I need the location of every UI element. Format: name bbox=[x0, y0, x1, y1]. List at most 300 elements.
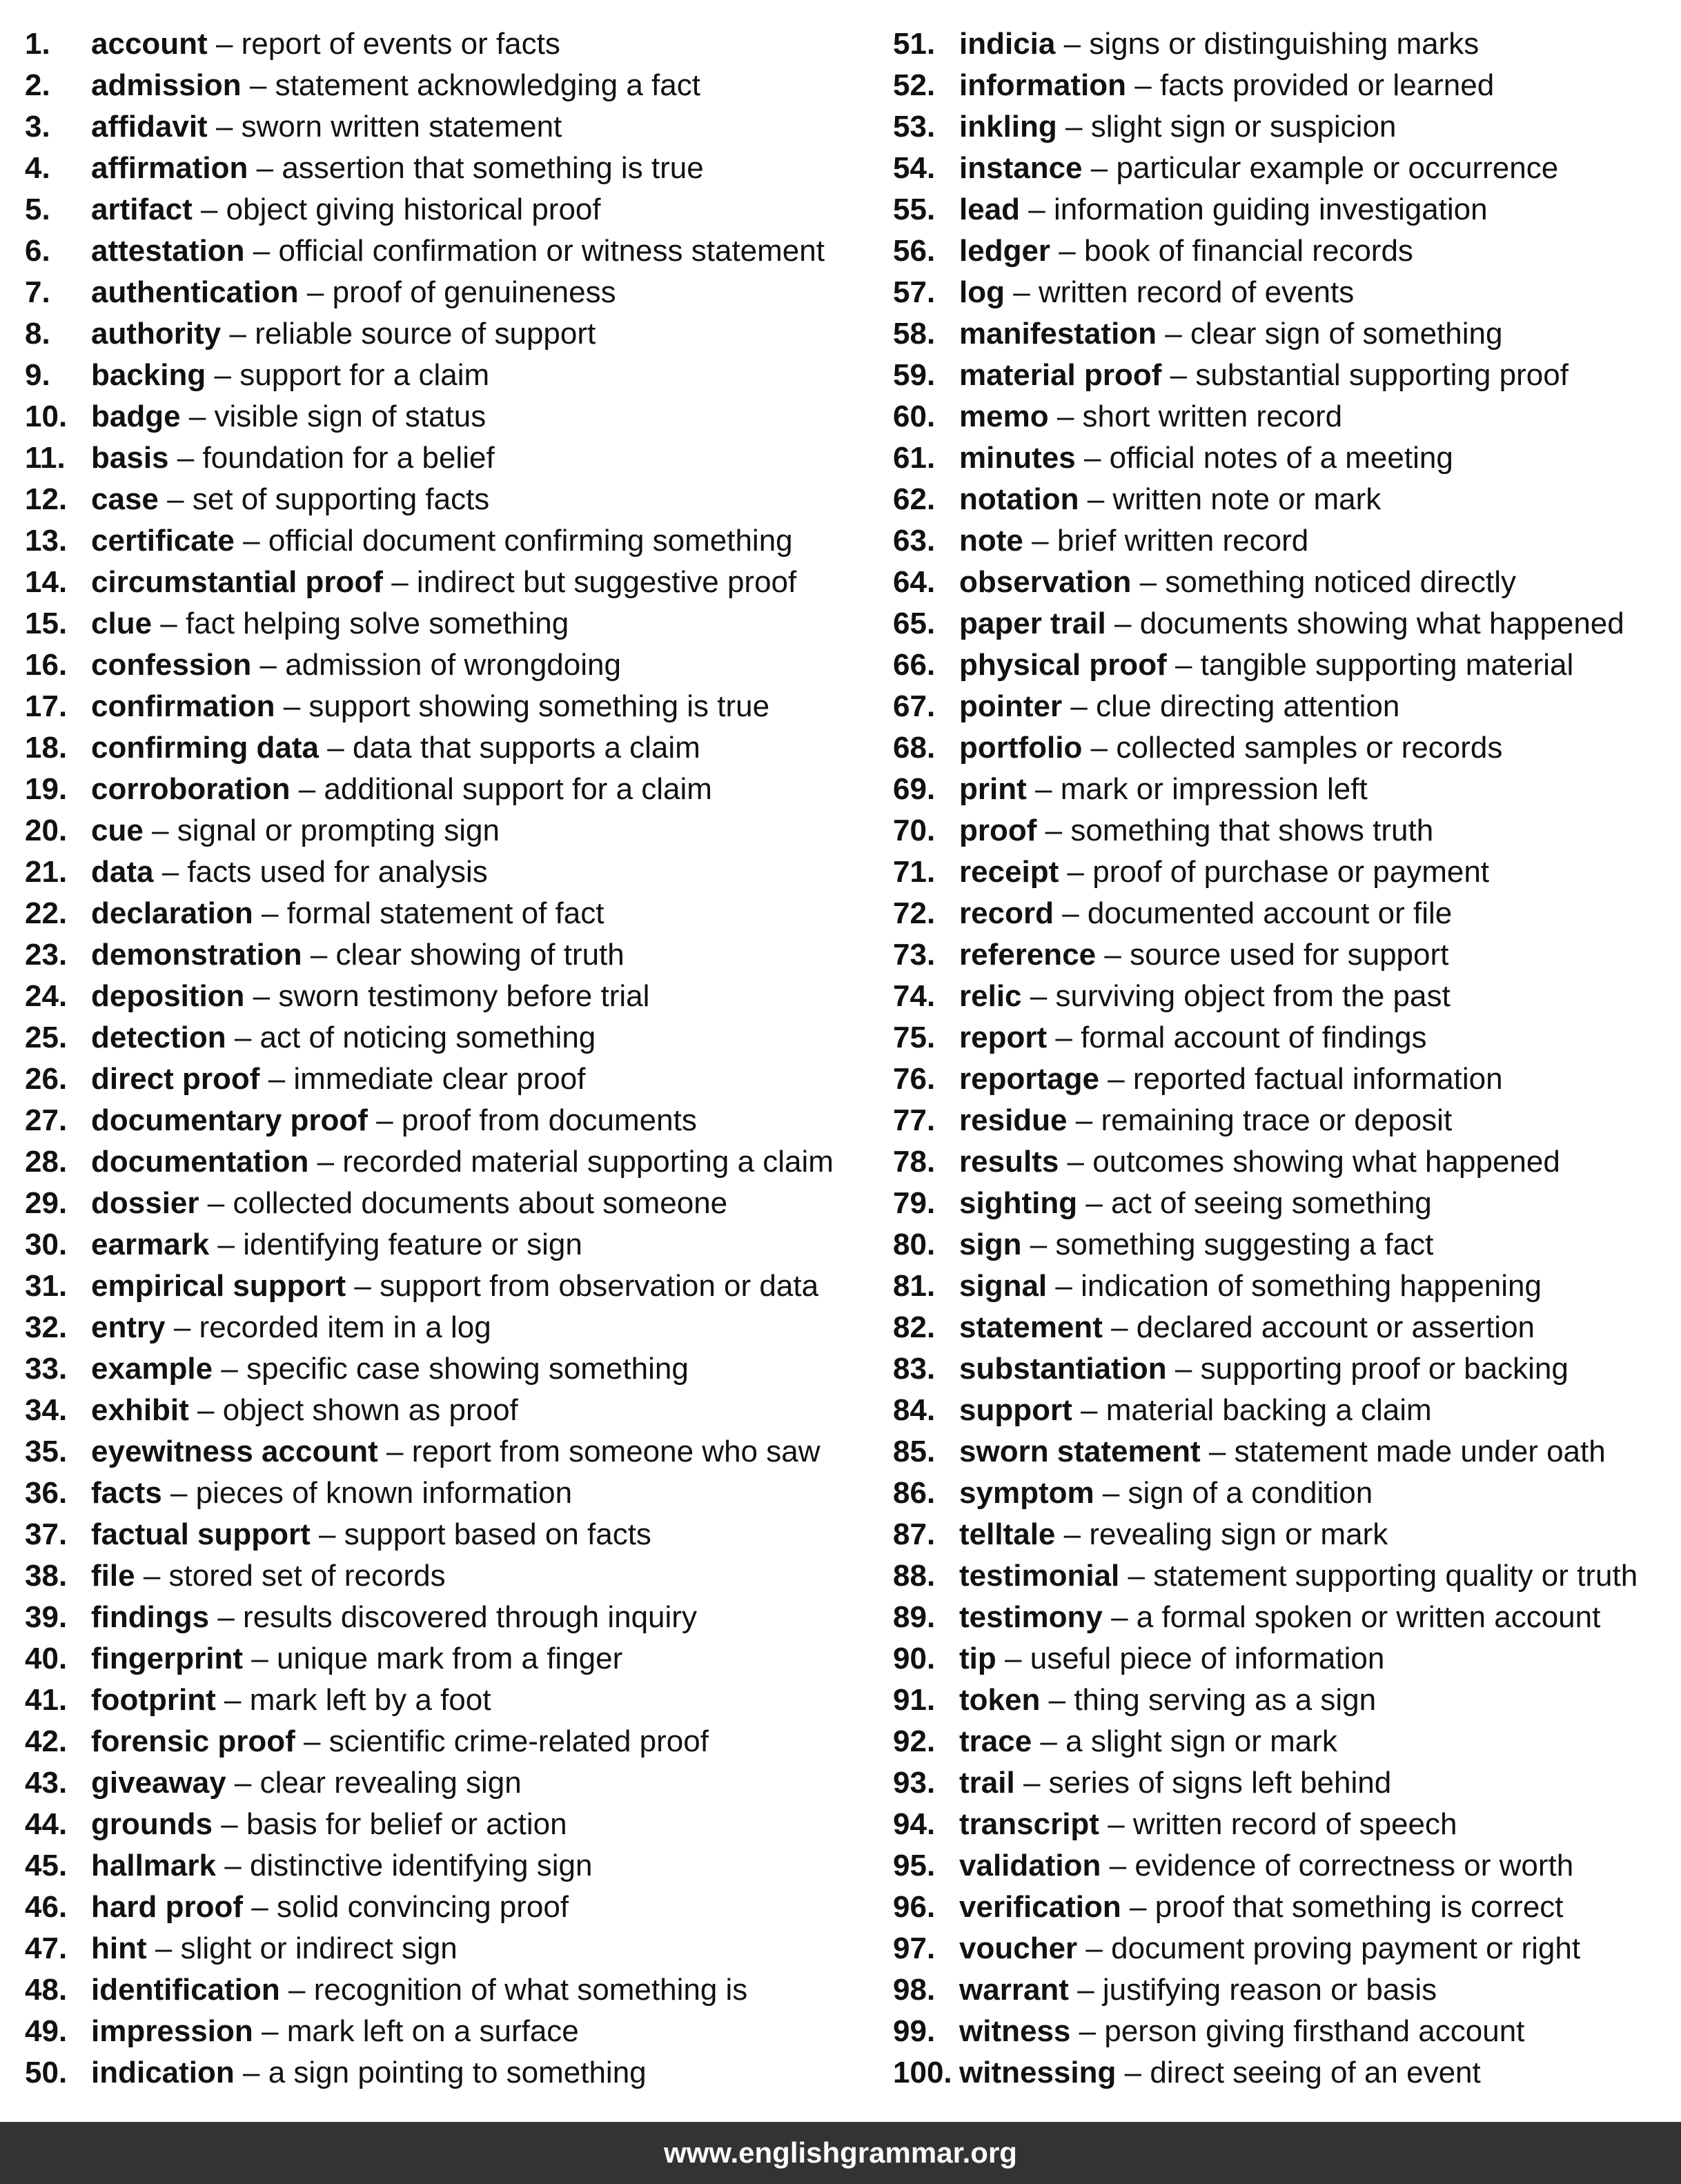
item-definition: revealing sign or mark bbox=[1089, 1517, 1388, 1551]
list-item bbox=[25, 106, 853, 148]
item-separator: – bbox=[1129, 1890, 1147, 1924]
item-term: symptom bbox=[959, 1476, 1094, 1510]
list-item bbox=[893, 1390, 1673, 1431]
item-term: data bbox=[91, 855, 154, 889]
item-definition: proof of genuineness bbox=[332, 275, 616, 309]
list-item bbox=[893, 189, 1673, 230]
item-term: minutes bbox=[959, 441, 1076, 475]
item-number: 51. bbox=[893, 27, 936, 61]
item-definition: facts used for analysis bbox=[187, 855, 488, 889]
item-separator: – bbox=[224, 1849, 242, 1882]
item-definition: substantial supporting proof bbox=[1195, 358, 1569, 392]
item-definition: particular example or occurrence bbox=[1116, 151, 1559, 185]
item-term: witness bbox=[959, 2014, 1071, 2048]
item-term: sign bbox=[959, 1228, 1022, 1261]
item-term: declaration bbox=[91, 896, 253, 930]
item-term: signal bbox=[959, 1269, 1048, 1303]
item-number: 5. bbox=[25, 193, 50, 226]
list-item bbox=[893, 2052, 1673, 2094]
item-definition: recorded item in a log bbox=[199, 1310, 491, 1344]
item-number: 52. bbox=[893, 68, 936, 102]
item-definition: outcomes showing what happened bbox=[1092, 1145, 1560, 1179]
item-separator: – bbox=[177, 441, 195, 475]
item-separator: – bbox=[215, 110, 233, 144]
item-term: testimonial bbox=[959, 1559, 1120, 1593]
item-number: 49. bbox=[25, 2014, 68, 2048]
item-term: lead bbox=[959, 193, 1021, 226]
item-number: 55. bbox=[893, 193, 936, 226]
item-separator: – bbox=[1005, 1642, 1022, 1675]
item-number: 25. bbox=[25, 1021, 68, 1054]
item-number: 26. bbox=[25, 1062, 68, 1096]
item-term: forensic proof bbox=[91, 1724, 295, 1758]
item-term: hint bbox=[91, 1931, 147, 1965]
list-item bbox=[25, 810, 853, 852]
list-item bbox=[25, 1804, 853, 1845]
item-term: documentary proof bbox=[91, 1103, 368, 1137]
list-item bbox=[25, 437, 853, 479]
item-definition: stored set of records bbox=[168, 1559, 446, 1593]
item-number: 42. bbox=[25, 1724, 68, 1758]
item-separator: – bbox=[268, 1062, 286, 1096]
item-number: 29. bbox=[25, 1186, 68, 1220]
list-item bbox=[25, 976, 853, 1017]
item-separator: – bbox=[1030, 979, 1048, 1013]
item-term: example bbox=[91, 1352, 213, 1386]
item-definition: brief written record bbox=[1056, 524, 1309, 558]
item-definition: collected samples or records bbox=[1116, 731, 1503, 765]
item-definition: clear showing of truth bbox=[335, 938, 625, 972]
item-term: memo bbox=[959, 400, 1049, 433]
list-item bbox=[25, 1721, 853, 1762]
item-separator: – bbox=[1081, 1393, 1098, 1427]
item-number: 89. bbox=[893, 1600, 936, 1634]
item-definition: assertion that something is true bbox=[282, 151, 704, 185]
item-separator: – bbox=[214, 358, 231, 392]
item-number: 35. bbox=[25, 1435, 68, 1468]
item-separator: – bbox=[1067, 855, 1085, 889]
item-number: 46. bbox=[25, 1890, 68, 1924]
item-number: 31. bbox=[25, 1269, 68, 1303]
item-number: 94. bbox=[893, 1807, 936, 1841]
item-number: 56. bbox=[893, 234, 936, 268]
footer-url[interactable]: www.englishgrammar.org bbox=[664, 2136, 1017, 2169]
item-definition: sworn testimony before trial bbox=[278, 979, 650, 1013]
item-number: 19. bbox=[25, 772, 68, 806]
item-number: 22. bbox=[25, 896, 68, 930]
item-definition: act of seeing something bbox=[1111, 1186, 1432, 1220]
item-definition: clue directing attention bbox=[1096, 689, 1400, 723]
list-item bbox=[25, 1307, 853, 1348]
item-definition: collected documents about someone bbox=[233, 1186, 728, 1220]
item-separator: – bbox=[200, 193, 218, 226]
item-definition: signal or prompting sign bbox=[177, 814, 500, 847]
item-separator: – bbox=[298, 772, 316, 806]
item-number: 50. bbox=[25, 2056, 68, 2089]
list-item bbox=[893, 810, 1673, 852]
item-separator: – bbox=[1128, 1559, 1145, 1593]
item-definition: a sign pointing to something bbox=[268, 2056, 647, 2089]
item-definition: statement made under oath bbox=[1234, 1435, 1606, 1468]
item-separator: – bbox=[229, 317, 246, 351]
list-item bbox=[25, 520, 853, 562]
item-number: 65. bbox=[893, 607, 936, 640]
item-term: report bbox=[959, 1021, 1048, 1054]
item-number: 88. bbox=[893, 1559, 936, 1593]
list-item bbox=[25, 65, 853, 106]
item-term: file bbox=[91, 1559, 135, 1593]
item-definition: information guiding investigation bbox=[1054, 193, 1488, 226]
item-separator: – bbox=[1063, 1517, 1081, 1551]
item-number: 60. bbox=[893, 400, 936, 433]
item-separator: – bbox=[327, 731, 344, 765]
item-definition: official document confirming something bbox=[268, 524, 793, 558]
item-number: 91. bbox=[893, 1683, 936, 1717]
item-definition: proof that something is correct bbox=[1154, 1890, 1564, 1924]
list-item bbox=[25, 479, 853, 520]
list-item bbox=[893, 686, 1673, 727]
list-item bbox=[25, 603, 853, 645]
item-separator: – bbox=[261, 2014, 279, 2048]
item-separator: – bbox=[1032, 524, 1049, 558]
item-separator: – bbox=[251, 1890, 268, 1924]
item-number: 97. bbox=[893, 1931, 936, 1965]
item-term: entry bbox=[91, 1310, 166, 1344]
list-item bbox=[25, 2011, 853, 2052]
item-separator: – bbox=[173, 1310, 191, 1344]
list-item bbox=[893, 1059, 1673, 1100]
list-item bbox=[25, 1224, 853, 1266]
item-number: 37. bbox=[25, 1517, 68, 1551]
item-definition: identifying feature or sign bbox=[243, 1228, 582, 1261]
item-term: artifact bbox=[91, 193, 193, 226]
item-definition: evidence of correctness or worth bbox=[1134, 1849, 1574, 1882]
item-definition: act of noticing something bbox=[259, 1021, 596, 1054]
item-term: reportage bbox=[959, 1062, 1099, 1096]
item-term: indicia bbox=[959, 27, 1056, 61]
item-term: cue bbox=[91, 814, 144, 847]
item-definition: facts provided or learned bbox=[1159, 68, 1495, 102]
item-number: 6. bbox=[25, 234, 50, 268]
item-number: 47. bbox=[25, 1931, 68, 1965]
item-term: certificate bbox=[91, 524, 235, 558]
list-item bbox=[893, 1680, 1673, 1721]
item-number: 45. bbox=[25, 1849, 68, 1882]
item-number: 11. bbox=[25, 441, 66, 475]
list-item bbox=[25, 1928, 853, 1969]
item-separator: – bbox=[1090, 151, 1108, 185]
list-item bbox=[893, 106, 1673, 148]
item-separator: – bbox=[253, 234, 271, 268]
list-item bbox=[893, 437, 1673, 479]
list-item bbox=[25, 148, 853, 189]
item-separator: – bbox=[1056, 400, 1074, 433]
item-term: statement bbox=[959, 1310, 1103, 1344]
item-definition: support showing something is true bbox=[308, 689, 770, 723]
item-term: notation bbox=[959, 482, 1079, 516]
item-separator: – bbox=[253, 979, 271, 1013]
item-number: 23. bbox=[25, 938, 68, 972]
item-definition: tangible supporting material bbox=[1200, 648, 1574, 682]
item-separator: – bbox=[1075, 1103, 1093, 1137]
item-number: 36. bbox=[25, 1476, 68, 1510]
item-definition: report from someone who saw bbox=[411, 1435, 820, 1468]
item-definition: support for a claim bbox=[239, 358, 490, 392]
item-separator: – bbox=[306, 275, 324, 309]
item-number: 75. bbox=[893, 1021, 936, 1054]
item-separator: – bbox=[386, 1435, 404, 1468]
item-number: 58. bbox=[893, 317, 936, 351]
item-term: tip bbox=[959, 1642, 996, 1675]
item-term: factual support bbox=[91, 1517, 311, 1551]
item-separator: – bbox=[1104, 938, 1121, 972]
item-term: sighting bbox=[959, 1186, 1078, 1220]
item-number: 39. bbox=[25, 1600, 68, 1634]
item-separator: – bbox=[317, 1145, 335, 1179]
item-term: instance bbox=[959, 151, 1083, 185]
item-definition: sworn written statement bbox=[241, 110, 562, 144]
item-term: footprint bbox=[91, 1683, 216, 1717]
item-term: observation bbox=[959, 565, 1132, 599]
item-separator: – bbox=[304, 1724, 321, 1758]
item-number: 14. bbox=[25, 565, 68, 599]
item-separator: – bbox=[1013, 275, 1030, 309]
list-item bbox=[893, 893, 1673, 934]
item-term: affirmation bbox=[91, 151, 248, 185]
item-term: witnessing bbox=[959, 2056, 1117, 2089]
item-separator: – bbox=[221, 1352, 238, 1386]
item-separator: – bbox=[1048, 1683, 1066, 1717]
item-definition: surviving object from the past bbox=[1055, 979, 1451, 1013]
item-definition: additional support for a claim bbox=[324, 772, 712, 806]
site-footer bbox=[0, 2122, 1681, 2184]
list-item bbox=[25, 355, 853, 396]
item-number: 32. bbox=[25, 1310, 68, 1344]
list-item bbox=[893, 562, 1673, 603]
list-item bbox=[893, 272, 1673, 313]
item-definition: support from observation or data bbox=[380, 1269, 819, 1303]
item-number: 9. bbox=[25, 358, 50, 392]
item-definition: distinctive identifying sign bbox=[249, 1849, 593, 1882]
list-item bbox=[893, 934, 1673, 976]
list-item bbox=[25, 1100, 853, 1141]
item-definition: set of supporting facts bbox=[192, 482, 490, 516]
item-separator: – bbox=[1165, 317, 1182, 351]
item-definition: official confirmation or witness statement bbox=[278, 234, 825, 268]
item-definition: documents showing what happened bbox=[1139, 607, 1624, 640]
item-number: 44. bbox=[25, 1807, 68, 1841]
list-item bbox=[893, 727, 1673, 769]
item-definition: basis for belief or action bbox=[246, 1807, 567, 1841]
item-term: hallmark bbox=[91, 1849, 216, 1882]
item-definition: documented account or file bbox=[1087, 896, 1453, 930]
item-separator: – bbox=[319, 1517, 336, 1551]
list-item bbox=[893, 645, 1673, 686]
item-number: 68. bbox=[893, 731, 936, 765]
item-number: 43. bbox=[25, 1766, 68, 1800]
item-number: 20. bbox=[25, 814, 68, 847]
item-term: affidavit bbox=[91, 110, 208, 144]
item-term: authentication bbox=[91, 275, 299, 309]
item-separator: – bbox=[1085, 1186, 1103, 1220]
item-number: 77. bbox=[893, 1103, 936, 1137]
item-term: substantiation bbox=[959, 1352, 1167, 1386]
item-number: 64. bbox=[893, 565, 936, 599]
item-number: 67. bbox=[893, 689, 936, 723]
item-term: circumstantial proof bbox=[91, 565, 383, 599]
list-item bbox=[893, 1100, 1673, 1141]
list-item bbox=[25, 1348, 853, 1390]
item-separator: – bbox=[1059, 234, 1076, 268]
item-term: sworn statement bbox=[959, 1435, 1201, 1468]
item-number: 71. bbox=[893, 855, 936, 889]
item-definition: recorded material supporting a claim bbox=[342, 1145, 834, 1179]
item-number: 92. bbox=[893, 1724, 936, 1758]
item-term: fingerprint bbox=[91, 1642, 243, 1675]
item-number: 8. bbox=[25, 317, 50, 351]
item-separator: – bbox=[1208, 1435, 1226, 1468]
list-item bbox=[893, 1224, 1673, 1266]
item-separator: – bbox=[224, 1683, 242, 1717]
item-number: 16. bbox=[25, 648, 68, 682]
item-number: 48. bbox=[25, 1973, 68, 2007]
item-definition: foundation for a belief bbox=[202, 441, 495, 475]
item-definition: something suggesting a fact bbox=[1055, 1228, 1434, 1261]
item-definition: thing serving as a sign bbox=[1074, 1683, 1377, 1717]
item-number: 2. bbox=[25, 68, 50, 102]
list-item bbox=[893, 1141, 1673, 1183]
item-term: support bbox=[959, 1393, 1072, 1427]
item-separator: – bbox=[376, 1103, 393, 1137]
item-term: information bbox=[959, 68, 1126, 102]
item-definition: written record of speech bbox=[1132, 1807, 1457, 1841]
item-definition: official notes of a meeting bbox=[1109, 441, 1453, 475]
item-definition: pieces of known information bbox=[195, 1476, 573, 1510]
item-number: 83. bbox=[893, 1352, 936, 1386]
list-item bbox=[25, 1887, 853, 1928]
item-number: 66. bbox=[893, 648, 936, 682]
item-number: 10. bbox=[25, 400, 68, 433]
item-term: confirming data bbox=[91, 731, 320, 765]
item-separator: – bbox=[170, 1476, 188, 1510]
item-definition: declared account or assertion bbox=[1136, 1310, 1535, 1344]
item-separator: – bbox=[251, 1642, 268, 1675]
item-definition: specific case showing something bbox=[246, 1352, 689, 1386]
item-separator: – bbox=[152, 814, 169, 847]
list-item bbox=[893, 1762, 1673, 1804]
item-term: attestation bbox=[91, 234, 245, 268]
item-separator: – bbox=[1023, 1766, 1041, 1800]
list-item bbox=[893, 1804, 1673, 1845]
item-separator: – bbox=[1030, 1228, 1048, 1261]
item-separator: – bbox=[1108, 1807, 1125, 1841]
item-term: clue bbox=[91, 607, 153, 640]
item-separator: – bbox=[1077, 1973, 1094, 2007]
item-definition: immediate clear proof bbox=[293, 1062, 586, 1096]
item-separator: – bbox=[310, 938, 328, 972]
item-term: identification bbox=[91, 1973, 280, 2007]
item-definition: reported factual information bbox=[1132, 1062, 1503, 1096]
item-term: facts bbox=[91, 1476, 162, 1510]
item-term: indication bbox=[91, 2056, 235, 2089]
list-item bbox=[893, 1183, 1673, 1224]
item-number: 63. bbox=[893, 524, 936, 558]
item-number: 21. bbox=[25, 855, 68, 889]
item-number: 28. bbox=[25, 1145, 68, 1179]
item-definition: document proving payment or right bbox=[1111, 1931, 1581, 1965]
item-separator: – bbox=[391, 565, 409, 599]
item-number: 57. bbox=[893, 275, 936, 309]
item-number: 18. bbox=[25, 731, 68, 765]
item-number: 81. bbox=[893, 1269, 936, 1303]
list-item bbox=[893, 148, 1673, 189]
list-item bbox=[25, 396, 853, 437]
list-item bbox=[893, 230, 1673, 272]
item-term: confession bbox=[91, 648, 252, 682]
item-number: 1. bbox=[25, 27, 50, 61]
list-item bbox=[25, 934, 853, 976]
item-separator: – bbox=[217, 1228, 235, 1261]
item-separator: – bbox=[354, 1269, 371, 1303]
item-number: 70. bbox=[893, 814, 936, 847]
item-separator: – bbox=[234, 1021, 252, 1054]
item-separator: – bbox=[1139, 565, 1157, 599]
item-separator: – bbox=[256, 151, 274, 185]
item-definition: proof from documents bbox=[401, 1103, 697, 1137]
item-number: 40. bbox=[25, 1642, 68, 1675]
list-item bbox=[25, 230, 853, 272]
item-number: 82. bbox=[893, 1310, 936, 1344]
item-number: 98. bbox=[893, 1973, 936, 2007]
item-number: 59. bbox=[893, 358, 936, 392]
list-item bbox=[25, 645, 853, 686]
item-separator: – bbox=[1079, 2014, 1097, 2048]
item-definition: visible sign of status bbox=[214, 400, 486, 433]
item-separator: – bbox=[1111, 1600, 1128, 1634]
item-term: print bbox=[959, 772, 1027, 806]
item-definition: mark left by a foot bbox=[249, 1683, 491, 1717]
item-definition: formal statement of fact bbox=[286, 896, 604, 930]
list-item bbox=[25, 1431, 853, 1473]
item-term: portfolio bbox=[959, 731, 1083, 765]
item-definition: something that shows truth bbox=[1070, 814, 1434, 847]
item-definition: book of financial records bbox=[1084, 234, 1413, 268]
item-definition: data that supports a claim bbox=[352, 731, 700, 765]
list-item bbox=[25, 1390, 853, 1431]
item-term: record bbox=[959, 896, 1054, 930]
list-item bbox=[25, 1638, 853, 1680]
item-term: badge bbox=[91, 400, 181, 433]
item-number: 79. bbox=[893, 1186, 936, 1220]
item-term: physical proof bbox=[959, 648, 1167, 682]
item-term: demonstration bbox=[91, 938, 302, 972]
list-item bbox=[893, 603, 1673, 645]
item-term: testimony bbox=[959, 1600, 1103, 1634]
list-item bbox=[25, 1473, 853, 1514]
item-separator: – bbox=[1111, 1310, 1128, 1344]
item-term: case bbox=[91, 482, 159, 516]
list-item bbox=[25, 769, 853, 810]
item-term: earmark bbox=[91, 1228, 210, 1261]
item-separator: – bbox=[215, 27, 233, 61]
item-number: 41. bbox=[25, 1683, 68, 1717]
item-separator: – bbox=[1174, 648, 1192, 682]
list-item bbox=[893, 769, 1673, 810]
item-term: giveaway bbox=[91, 1766, 226, 1800]
item-separator: – bbox=[1083, 441, 1101, 475]
item-term: documentation bbox=[91, 1145, 309, 1179]
item-separator: – bbox=[1055, 1269, 1072, 1303]
